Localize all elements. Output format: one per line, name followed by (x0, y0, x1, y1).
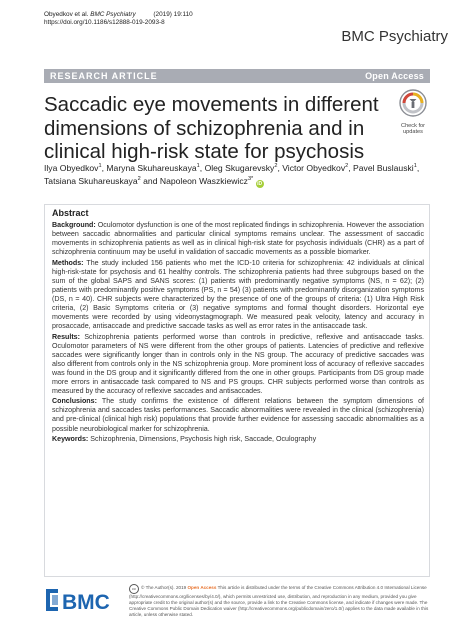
check-for-updates-line2: updates (403, 129, 423, 135)
abstract-conclusions (52, 397, 424, 433)
orcid-icon[interactable]: iD (257, 181, 263, 188)
bmc-logo[interactable] (44, 585, 124, 615)
article-type-label: RESEARCH ARTICLE (50, 71, 158, 81)
results-label: Results: (52, 332, 80, 341)
author-name[interactable]: Oleg Skugarevsky (204, 162, 275, 173)
author-affiliation: 3* (247, 176, 254, 183)
license-body: This article is distributed under the terms of the Creative Commons Attribution 4.0 International License (http://creativecommons.org/licenses/by/4.0/), which permits unrestricted use, distribution, and reproduction in any medium, provided you give appropriate credit to the original author(s) and the source, provide a link to the Creative Commons license, and indicate if changes were made. The Creative Commons Public Domain Dedication waiver (http://creativecommons.org/publicdomain/zero/1.0/) applies to the data made available in this article, unless otherwise stated. (129, 585, 429, 617)
author-affiliation: 2 (345, 163, 349, 169)
author-name[interactable]: Pavel Buslauski (353, 162, 414, 173)
license-copyright: © The Author(s). 2019 (141, 585, 187, 590)
methods-label: Methods: (52, 258, 84, 267)
results-text: Schizophrenia patients performed worse than controls in predictive, reflexive and antisaccade tasks. Oculomotor parameters of NS were different from the other groups of patients. Latencies of predictive and reflexive saccades were significantly longer than in controls only in the NS group. The accuracy of predictive saccades was also different from controls only in the NS schizophrenia group. More prominent loss of accuracy of reflexive saccades was found in the DS group and it significantly differed from the one in other groups. Participants from DS group made more errors in antisaccade task compared to NS and PS groups. CHR subjects performed worse than controls as measured by the accuracy of reflexive saccades and antisaccades. (52, 332, 424, 395)
meta-doi[interactable]: https://doi.org/10.1186/s12888-019-2093-8 (44, 19, 165, 26)
background-label: Background: (52, 221, 96, 229)
author-name[interactable]: Tatsiana Skuhareuskaya (44, 176, 138, 187)
creative-commons-icon: cc (129, 584, 139, 594)
conclusions-text: The study confirms the existence of different relations between the symptom dimensions of schizophrenia and saccades tasks performances. Saccadic abnormalities were revealed in the clinical (schizophrenia) and pre-clinical (clinical high risk) populations that provide further evidence for assessing saccadic abnormalities as a possible neurobiological marker for schizophrenia. (52, 397, 425, 433)
author-name[interactable]: Ilya Obyedkov (44, 162, 99, 173)
abstract-body (52, 221, 424, 446)
abstract-results (52, 333, 424, 396)
abstract-methods (52, 259, 424, 331)
abstract-heading: Abstract (52, 208, 89, 218)
meta-authors: Obyedkov et al. (44, 11, 89, 18)
article-title: Saccadic eye movements in different dimensions of schizophrenia and in clinical high-risk state for psychosis (44, 93, 379, 163)
keywords-label: Keywords: (52, 435, 89, 444)
meta-line-1 (44, 11, 193, 19)
bmc-logo-text: BMC (62, 591, 110, 614)
keywords-text: Schizophrenia, Dimensions, Psychosis high risk, Saccade, Oculography (90, 435, 317, 444)
conclusions-label: Conclusions: (52, 397, 97, 406)
author-affiliation: 2 (274, 163, 278, 169)
author-name[interactable]: Maryna Skuhareuskaya (106, 162, 197, 173)
license-text (129, 584, 429, 618)
author-name[interactable]: Napoleon Waszkiewicz (159, 176, 248, 187)
open-access-label: Open Access (365, 71, 424, 81)
article-meta (44, 11, 193, 27)
check-for-updates-caption (396, 123, 430, 135)
author-affiliation: 2 (137, 176, 141, 183)
license-open-access: Open Access (187, 585, 217, 590)
author-affiliation: 1 (98, 163, 102, 169)
check-for-updates-line1: Check for (401, 123, 425, 129)
author-name[interactable]: Victor Obyedkov (282, 162, 346, 173)
abstract-keywords (52, 435, 424, 444)
author-list: Ilya Obyedkov$^1$, Maryna Skuhareuskaya$^1$, Oleg Skugarevsky$^2$, Victor Obyedkov$^2$, Pavel Buslauski$^1$, Tatsiana Skuhareuskaya$^2$ and Napoleon Waszkiewicz$^{3*}$ iD (44, 162, 420, 188)
article-type-bar (44, 69, 430, 83)
background-text: Oculomotor dysfunction is one of the most replicated findings in schizophrenia. However the association between saccadic abnormalities and particular clinical symptoms remains unclear. The assessment of saccadic movements in schizophrenia patients as well as in clinical high-risk state for psychosis individuals (CHR) as a part of schizophrenia continuum may be useful in validation of saccadic movements as a possible biomarker. (52, 221, 424, 257)
methods-text: The study included 156 patients who met the ICD-10 criteria for schizophrenia: 42 individuals at clinical high-risk-state for psychosis and 61 healthy controls. The schizophrenia patients had three subgroups based on the sum of the global SAPS and SANS scores: (1) patients with predominantly negative symptoms (NS, n = 62); (2) patients with predominantly positive symptoms (PS, n = 54) (3) patients with predominantly disorganization symptoms (DS, n = 40). CHR subjects were characterized by the presence of one of the groups of criteria: (1) Ultra High Risk criteria, (2) Basic Symptoms criteria or (3) negative symptoms and formal thought disorders. Horizontal eye movements were recorded by using videonystagmograph. We measured peak velocity, latency and accuracy in prosaccade, antisaccade and predictive saccade tasks as well as error rates in the antisaccade task. (52, 258, 425, 331)
journal-brand: BMC Psychiatry (341, 28, 448, 45)
check-for-updates-icon (399, 89, 427, 117)
check-for-updates-badge[interactable] (396, 89, 430, 135)
meta-volume: (2019) 19:110 (153, 11, 193, 18)
meta-journal: BMC Psychiatry (90, 11, 136, 18)
author-affiliation: 1 (413, 163, 417, 169)
abstract-background (52, 221, 424, 257)
author-affiliation: 1 (196, 163, 200, 169)
